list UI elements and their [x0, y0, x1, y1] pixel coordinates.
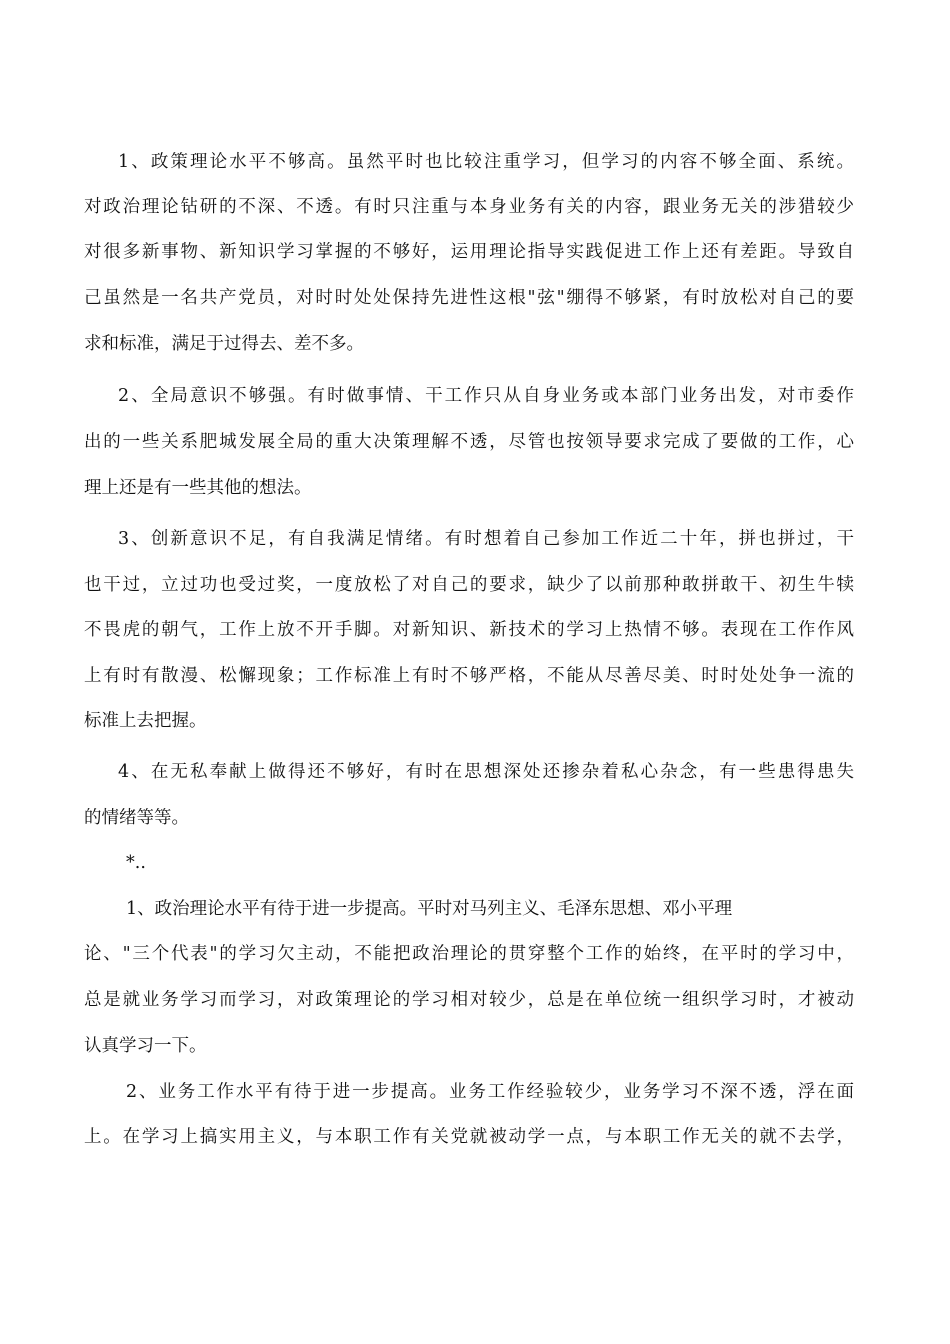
section-marker: *.. [126, 853, 146, 873]
paragraph-5-line-2: 论、"三个代表"的学习欠主动，不能把政治理论的贯穿整个工作的始终，在平时的学习中， [84, 944, 854, 964]
paragraph-1-line-5: 求和标准，满足于过得去、差不多。 [84, 334, 364, 354]
paragraph-4-line-2: 的情绪等等。 [84, 808, 189, 828]
paragraph-2-line-3: 理上还是有一些其他的想法。 [84, 478, 312, 498]
paragraph-2-line-2: 出的一些关系肥城发展全局的重大决策理解不透，尽管也按领导要求完成了要做的工作，心 [84, 432, 854, 452]
paragraph-3-line-1: 3、创新意识不足，有自我满足情绪。有时想着自己参加工作近二十年，拼也拼过，干 [118, 529, 854, 549]
paragraph-5-line-4: 认真学习一下。 [84, 1036, 207, 1056]
paragraph-3-line-5: 标准上去把握。 [84, 711, 207, 731]
paragraph-1-line-2: 对政治理论钻研的不深、不透。有时只注重与本身业务有关的内容，跟业务无关的涉猎较少 [84, 197, 854, 217]
paragraph-1-line-1: 1、政策理论水平不够高。虽然平时也比较注重学习，但学习的内容不够全面、系统。 [118, 152, 854, 172]
paragraph-2-line-1: 2、全局意识不够强。有时做事情、干工作只从自身业务或本部门业务出发，对市委作 [118, 386, 854, 406]
paragraph-1-line-3: 对很多新事物、新知识学习掌握的不够好，运用理论指导实践促进工作上还有差距。导致自 [84, 242, 854, 262]
paragraph-1-line-4: 己虽然是一名共产党员，对时时处处保持先进性这根"弦"绷得不够紧，有时放松对自己的要 [84, 288, 854, 308]
paragraph-3-line-4: 上有时有散漫、松懈现象；工作标准上有时不够严格，不能从尽善尽美、时时处处争一流的 [84, 666, 854, 686]
paragraph-4-line-1: 4、在无私奉献上做得还不够好，有时在思想深处还掺杂着私心杂念，有一些患得患失 [118, 762, 854, 782]
paragraph-3-line-2: 也干过，立过功也受过奖，一度放松了对自己的要求，缺少了以前那种敢拼敢干、初生牛犊 [84, 575, 854, 595]
paragraph-5-line-1: 1、政治理论水平有待于进一步提高。平时对马列主义、毛泽东思想、邓小平理 [126, 899, 733, 919]
paragraph-5-line-3: 总是就业务学习而学习，对政策理论的学习相对较少，总是在单位统一组织学习时，才被动 [84, 990, 854, 1010]
paragraph-6-line-2: 上。在学习上搞实用主义，与本职工作有关党就被动学一点，与本职工作无关的就不去学， [84, 1127, 854, 1147]
paragraph-6-line-1: 2、业务工作水平有待于进一步提高。业务工作经验较少，业务学习不深不透，浮在面 [126, 1082, 854, 1102]
paragraph-3-line-3: 不畏虎的朝气，工作上放不开手脚。对新知识、新技术的学习上热情不够。表现在工作作风 [84, 620, 854, 640]
